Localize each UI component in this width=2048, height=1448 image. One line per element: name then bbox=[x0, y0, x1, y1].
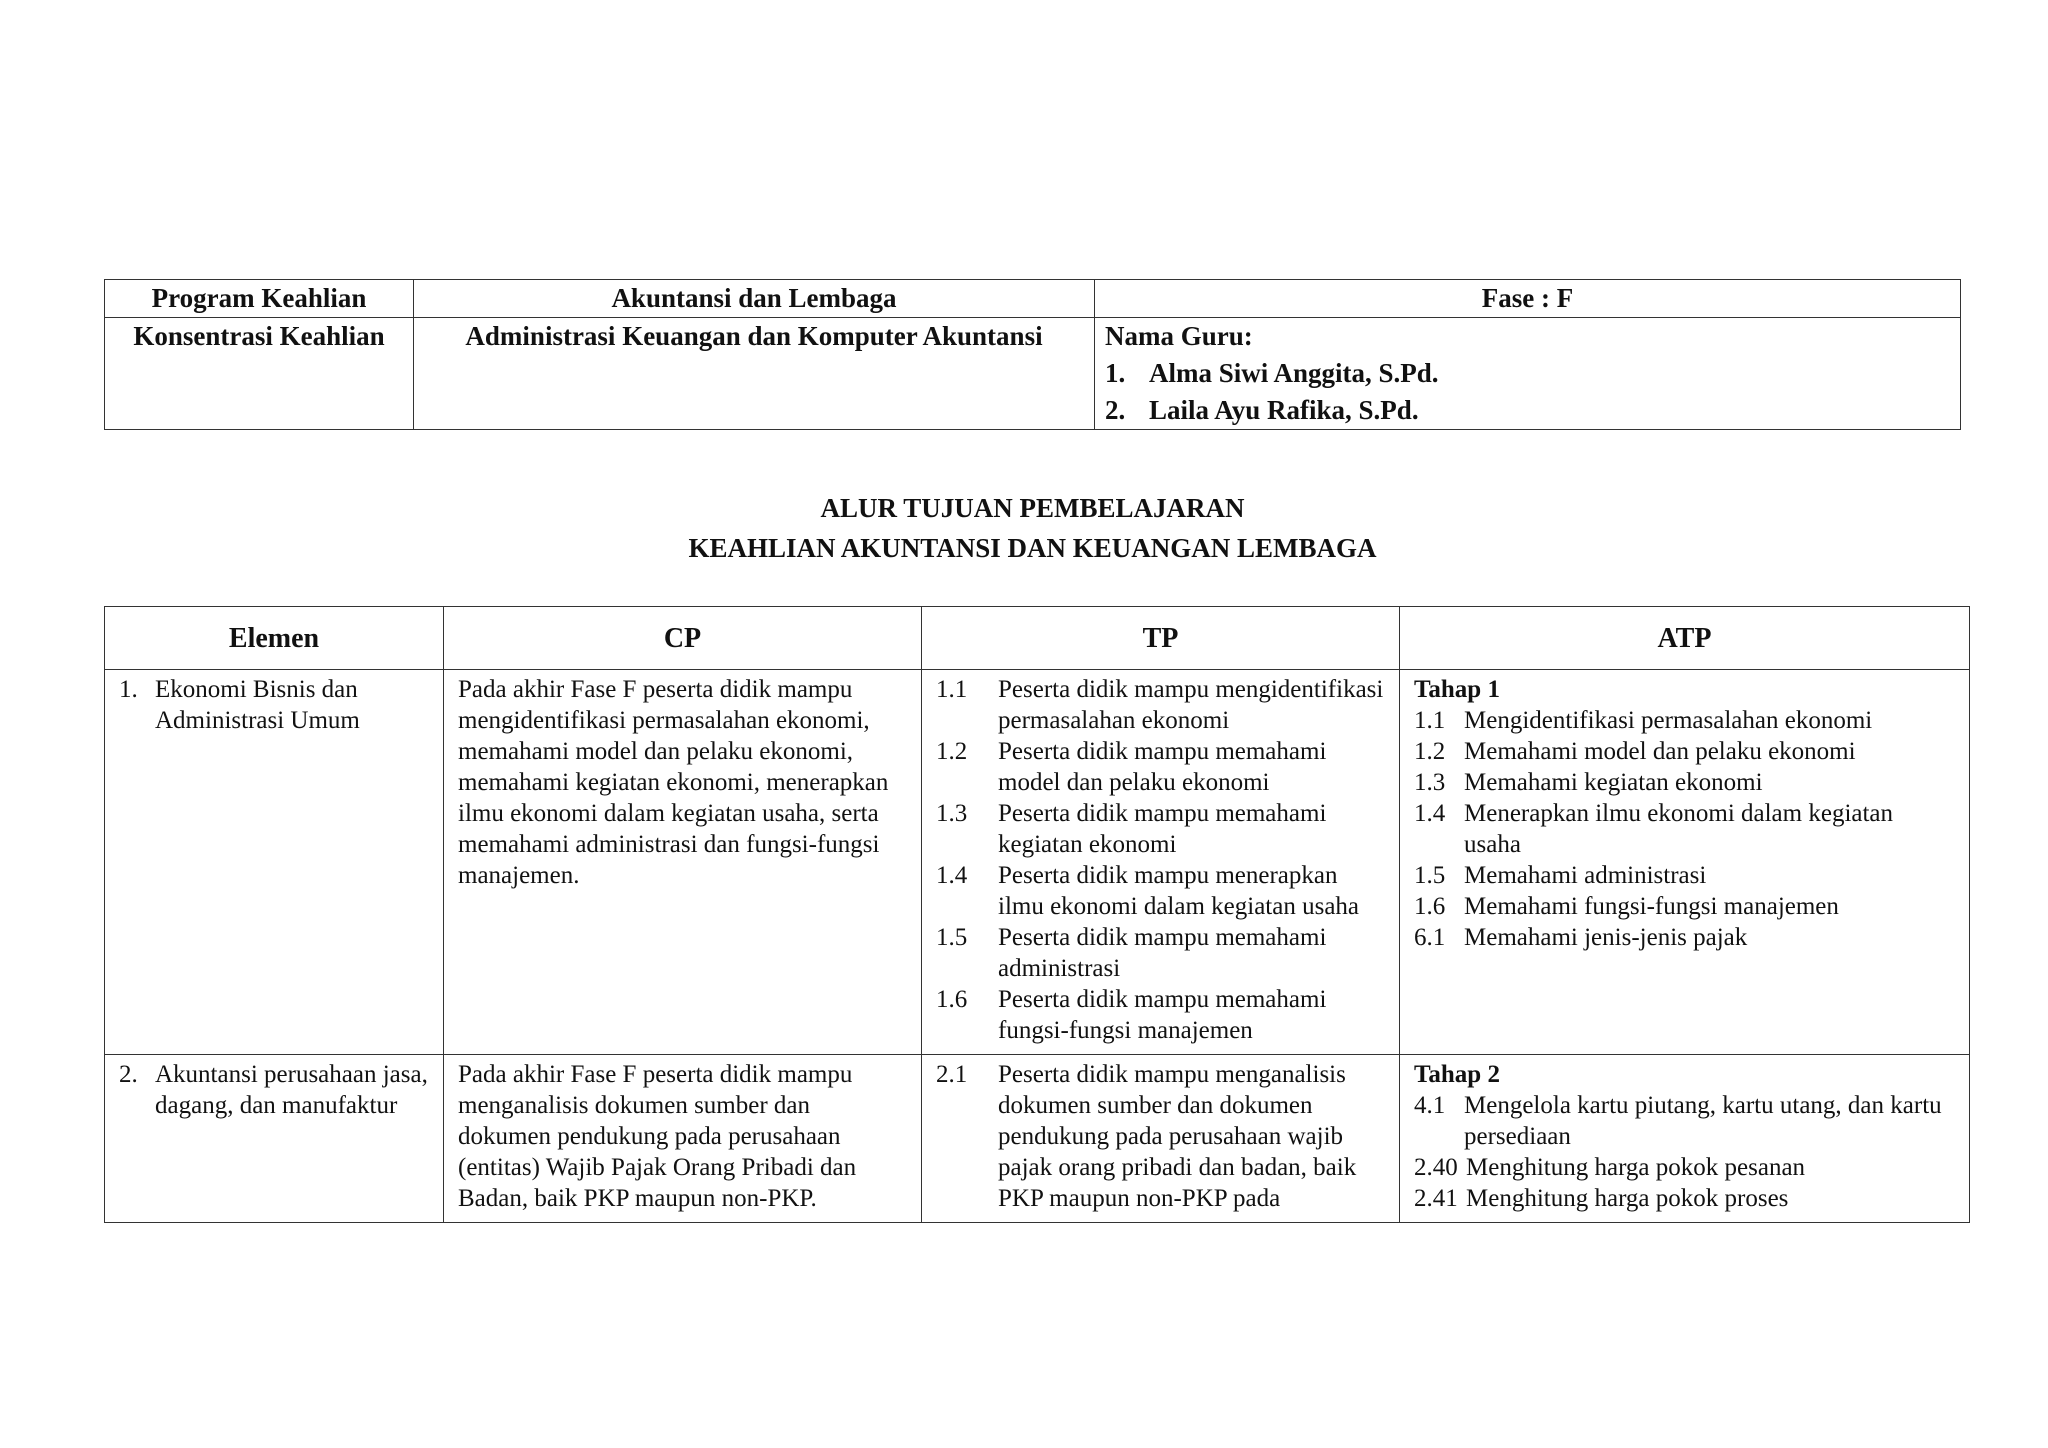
program-label: Program Keahlian bbox=[105, 280, 414, 318]
cp-cell: Pada akhir Fase F peserta didik mampu mengidentifikasi permasalahan ekonomi, memahami model dan pelaku ekonomi, memahami kegiatan ekonomi, menerapkan ilmu ekonomi dalam kegiatan usaha, serta memahami administrasi dan fungsi-fungsi manajemen. bbox=[444, 670, 922, 1055]
elemen-cell bbox=[105, 670, 444, 1055]
guru-number: 2. bbox=[1105, 395, 1126, 425]
atp-text: Mengidentifikasi permasalahan ekonomi bbox=[1464, 707, 1873, 734]
guru-cell bbox=[1095, 318, 1961, 430]
atp-text: Memahami jenis-jenis pajak bbox=[1464, 924, 1748, 951]
atp-text: Menerapkan ilmu ekonomi dalam kegiatan usaha bbox=[1464, 800, 1894, 858]
elemen-text: Akuntansi perusahaan jasa, dagang, dan manufaktur bbox=[155, 1061, 428, 1119]
atp-number: 1.6 bbox=[1414, 893, 1446, 920]
atp-item bbox=[1414, 1183, 1955, 1214]
atp-item bbox=[1414, 1152, 1955, 1183]
table-header-row bbox=[105, 607, 1970, 670]
elemen-cell bbox=[105, 1055, 444, 1223]
tp-item bbox=[936, 798, 1385, 860]
tp-text: Peserta didik mampu memahami model dan pelaku ekonomi bbox=[998, 738, 1327, 796]
tp-text: Peserta didik mampu mengidentifikasi permasalahan ekonomi bbox=[998, 676, 1384, 734]
atp-text: Memahami administrasi bbox=[1464, 862, 1707, 889]
atp-text: Menghitung harga pokok pesanan bbox=[1466, 1154, 1806, 1181]
atp-item bbox=[1414, 736, 1955, 767]
atp-item bbox=[1414, 860, 1955, 891]
atp-text: Memahami model dan pelaku ekonomi bbox=[1464, 738, 1856, 765]
atp-item bbox=[1414, 798, 1955, 860]
atp-item bbox=[1414, 891, 1955, 922]
atp-cell bbox=[1400, 670, 1970, 1055]
tp-item bbox=[936, 922, 1385, 984]
header-cp: CP bbox=[444, 607, 922, 670]
konsentrasi-value: Administrasi Keuangan dan Komputer Akuntansi bbox=[414, 318, 1095, 430]
atp-number: 1.5 bbox=[1414, 862, 1446, 889]
atp-item bbox=[1414, 705, 1955, 736]
tp-text: Peserta didik mampu menganalisis dokumen sumber dan dokumen pendukung pada perusahaan wajib pajak orang pribadi dan badan, baik PKP maupun non-PKP pada bbox=[998, 1061, 1357, 1212]
header-atp: ATP bbox=[1400, 607, 1970, 670]
tp-item bbox=[936, 1059, 1385, 1214]
info-row-program bbox=[105, 280, 1961, 318]
tp-number: 1.2 bbox=[936, 738, 968, 765]
tp-item bbox=[936, 984, 1385, 1046]
tp-item bbox=[936, 674, 1385, 736]
atp-item bbox=[1414, 922, 1955, 953]
atp-item bbox=[1414, 1090, 1955, 1152]
tp-item bbox=[936, 736, 1385, 798]
atp-number: 1.1 bbox=[1414, 707, 1446, 734]
atp-cell bbox=[1400, 1055, 1970, 1223]
atp-number: 1.3 bbox=[1414, 769, 1446, 796]
elemen-number: 2. bbox=[119, 1061, 138, 1088]
atp-tahap: Tahap 2 bbox=[1414, 1061, 1500, 1088]
document-title: ALUR TUJUAN PEMBELAJARAN bbox=[820, 493, 1245, 523]
tp-text: Peserta didik mampu memahami fungsi-fungsi manajemen bbox=[998, 986, 1327, 1044]
guru-item bbox=[1105, 392, 1950, 429]
program-value: Akuntansi dan Lembaga bbox=[414, 280, 1095, 318]
fase-value: Fase : F bbox=[1095, 280, 1961, 318]
atp-number: 6.1 bbox=[1414, 924, 1446, 951]
elemen-text: Ekonomi Bisnis dan Administrasi Umum bbox=[155, 676, 360, 734]
tp-number: 1.3 bbox=[936, 800, 968, 827]
atp-number: 2.41 bbox=[1414, 1185, 1458, 1212]
tp-item bbox=[936, 860, 1385, 922]
guru-label: Nama Guru: bbox=[1105, 321, 1253, 351]
table-row bbox=[105, 670, 1970, 1055]
guru-name: Alma Siwi Anggita, S.Pd. bbox=[1149, 358, 1439, 388]
konsentrasi-label: Konsentrasi Keahlian bbox=[105, 318, 414, 430]
document-subtitle: KEAHLIAN AKUNTANSI DAN KEUANGAN LEMBAGA bbox=[688, 533, 1377, 563]
header-tp: TP bbox=[922, 607, 1400, 670]
header-elemen: Elemen bbox=[105, 607, 444, 670]
atp-text: Mengelola kartu piutang, kartu utang, dan kartu persediaan bbox=[1464, 1092, 1942, 1150]
tp-number: 1.6 bbox=[936, 986, 968, 1013]
tp-number: 1.1 bbox=[936, 676, 968, 703]
cp-cell: Pada akhir Fase F peserta didik mampu menganalisis dokumen sumber dan dokumen pendukung pada perusahaan (entitas) Wajib Pajak Orang Pribadi dan Badan, baik PKP maupun non-PKP. bbox=[444, 1055, 922, 1223]
atp-text: Menghitung harga pokok proses bbox=[1466, 1185, 1789, 1212]
info-row-konsentrasi bbox=[105, 318, 1961, 430]
tp-text: Peserta didik mampu menerapkan ilmu ekonomi dalam kegiatan usaha bbox=[998, 862, 1360, 920]
guru-number: 1. bbox=[1105, 358, 1126, 388]
elemen-number: 1. bbox=[119, 676, 138, 703]
table-row bbox=[105, 1055, 1970, 1223]
atp-item bbox=[1414, 767, 1955, 798]
info-table bbox=[104, 279, 1961, 430]
atp-number: 1.4 bbox=[1414, 800, 1446, 827]
tp-number: 1.4 bbox=[936, 862, 968, 889]
tp-cell bbox=[922, 1055, 1400, 1223]
atp-number: 2.40 bbox=[1414, 1154, 1458, 1181]
atp-tahap: Tahap 1 bbox=[1414, 676, 1500, 703]
guru-name: Laila Ayu Rafika, S.Pd. bbox=[1149, 395, 1419, 425]
atp-number: 1.2 bbox=[1414, 738, 1446, 765]
tp-text: Peserta didik mampu memahami kegiatan ekonomi bbox=[998, 800, 1327, 858]
atp-text: Memahami kegiatan ekonomi bbox=[1464, 769, 1763, 796]
atp-text: Memahami fungsi-fungsi manajemen bbox=[1464, 893, 1839, 920]
tp-number: 1.5 bbox=[936, 924, 968, 951]
tp-cell bbox=[922, 670, 1400, 1055]
atp-number: 4.1 bbox=[1414, 1092, 1446, 1119]
tp-text: Peserta didik mampu memahami administrasi bbox=[998, 924, 1327, 982]
guru-item bbox=[1105, 355, 1950, 392]
tp-number: 2.1 bbox=[936, 1061, 968, 1088]
atp-table bbox=[104, 606, 1970, 1223]
